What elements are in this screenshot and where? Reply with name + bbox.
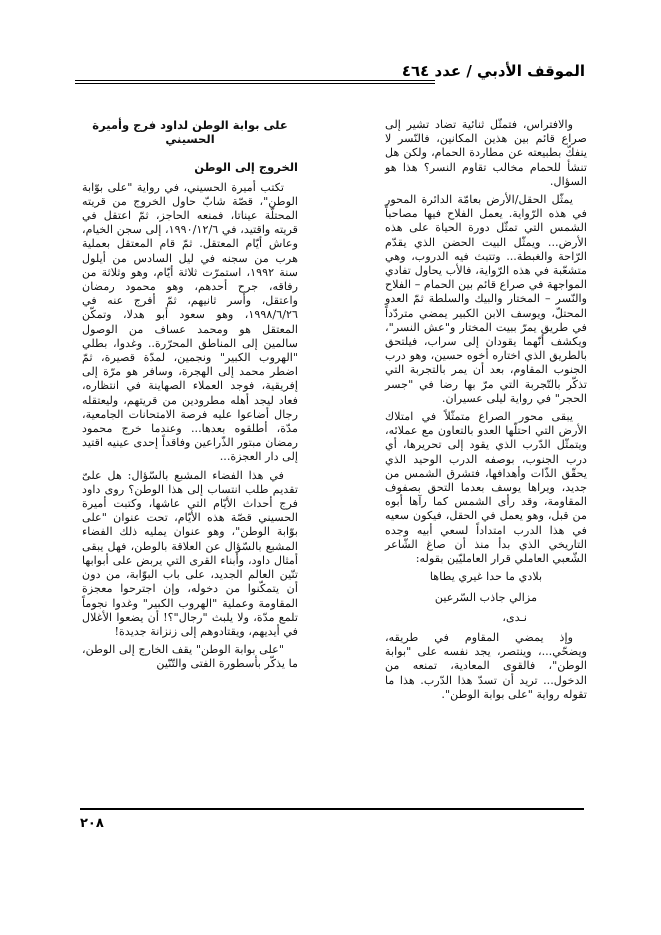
paragraph: تكتب أميرة الحسيني، في رواية "على بوّابة الوطن"، قصّة شابّ حاول الخروج من قريته المحتلّة عيناتا، فمنعه الحاجز، ثمّ اعتقل في قريته واقتيد، في ١٩٩٠/١٢/٦، إلى سجن الخيام، وعاش أيّام المعتقل. ثمّ قام المعتقل بعملية هرب من سجنه في ليل السادس من أيلول سنة ١٩٩٢، استمرّت ثلاثة أيّام، وهو وثلاثة من رفاقه، جرح أحدهم، وهو محمود رمضان واعتقل، وأسر ثانيهم، ثمّ أفرج عنه في ١٩٩٨/٦/٢٦، وهو سعود أبو هدلا، وتمكّن المعتقل هو ومحمد عساف من الوصول سالمين إلى المناطق المحرّرة.. وغدوا، بطلي "الهروب الكبير" ونجمين، لمدّة قصيرة، ثمّ اضطر محمد إلى الهجرة، وسافر هو مرّة إلى إفريقية، فوجد العملاء الصهاينة في انتظاره، فعاد ليجد أهله مطرودين من قريتهم، وليعتقله رجال أضاعوا عليه فرصة الامتحانات الجامعية، مدّة، أطلقوه بعدها... وعندما خرج محمود رمضان مبتور الذّراعين وفاقداً إحدى عينيه اقتيد إلى دار العجزة... (82, 180, 298, 464)
paragraph: يبقى محور الصراع متمثّلاً في امتلاك الأرض التي احتلّها العدو بالتعاون مع عملائه، ويتمثّل الدّرب الذي يقود إلى تحريرها، أي درب الجنوب، بوصفه الدرب الوحيد الذي يحقّق الذّات وأهدافها، فتشرق الشمس من جديد، ويراها يوسف بعدما التحق بصفوف المقاومة، وقد رأى الشمس كما رآها أبوه من قبل، وهو يعمل في الحقل، فيكون سعيه في هذا الدرب امتداداً لسعي أبيه وجده التاريخي الذي بدأ منذ أن صاغ الشّاعر الشّعبي العاملي قرار العامليّين بقوله: (385, 410, 587, 566)
poem-verse: مزالي جاذب السّرعين (434, 590, 538, 604)
header-rule (75, 80, 435, 84)
paragraph: والافتراس، فتمثّل ثنائية تضاد تشير إلى صراع قائم بين هذين المكانين، فالنّسر لا ينفكّ بطبيعته عن مطاردة الحمام، ولكن هل تنشأ للحمام مخالب تقاوم النسر؟ هذا هو السؤال. (385, 118, 587, 188)
footer-rule (80, 808, 584, 810)
section-title: الخروج إلى الوطن (194, 160, 298, 175)
page-number: ٢٠٨ (80, 816, 104, 831)
running-header (75, 58, 585, 88)
article-title: على بوابة الوطن لداود فرج وأميرة الحسيني (92, 118, 288, 147)
journal-issue-title: الموقف الأدبي / عدد ٤٦٤ (401, 62, 585, 80)
paragraph: وإذ يمضي المقاوم في طريقه، ويضحّي...، وينتصر، يجد نفسه على "بوابة الوطن"، فالقوى المعادية، تمنعه من الدخول... تريد أن تسدّ هذا الدّرب. هذا ما تقوله رواية "على بوابة الوطن". (385, 630, 587, 701)
paragraph: "على بوابة الوطن" يقف الخارج إلى الوطن، ما يذكّر بأسطورة الفتى والتّنّين (82, 643, 298, 671)
poem-verse: بلادي ما حدا غيري يطاها (429, 570, 543, 584)
right-column (385, 118, 587, 706)
left-column (82, 118, 298, 676)
poem-verse: نـدى، (502, 610, 527, 624)
paragraph: في هذا الفضاء المشبع بالسّؤال: هل علىّ تقديم طلب انتساب إلى هذا الوطن؟ روى داود فرج أحداث الأيّام التي عاشها، وكتبت أميرة الحسيني قصّة هذه الأيّام، تحت عنوان "على بوّابة الوطن"، وهو عنوان يمليه ذلك الفضاء المشبع بالسّؤال عن العلاقة بالوطن، فهل يبقى أمثال داود، وأبناء القرى التي يربض على أبوابها تنّين العالم الجديد، على باب البوّابة، من دون أن يتمكّنوا من دخوله، وإن اجترحوا معجزة المقاومة وعملية "الهروب الكبير" وغدوا نجوماً تلمع مدّة، ولا يلبث "رجال"؟! أن يضعوا الأغلال في أيديهم، ويقتادوهم إلى زنزانة جديدة! (82, 468, 298, 638)
paragraph: يمثّل الحقل/الأرض بعامّة الدائرة المحور في هذه الرّواية. يعمل الفلاح فيها مصاحباً الشمس التي تمثّل دورة الحياة على هذه الأرض... ويمثّل البيت الحضن الذي يقدّم الرّاحة والغبطة... وتتبث فيه الدروب، وهي متشعّبة في هذه الرّواية، فالأب يحاول تفادي المواجهة في صراع قائم بين الحمام – الفلاح والنّسر – المختار والبيك والسلطة ثمّ العدو المحتلّ، ويوسف الابن الكبير يمضي متردّداً في طريق يمرّ ببيت المختار و"عش النسر"، ويكشف أنّهما يقودان إلى سراب، فيلتحق بالطريق الذي اختاره أخوه حسين، وهو درب الجنوب المقاوم، بعد أن يمر بالتجربة التي تذكّر بالتّجربة التي مرّ بها رضا في "جسر الحجر" في رواية ليلى عسيران. (385, 193, 587, 405)
